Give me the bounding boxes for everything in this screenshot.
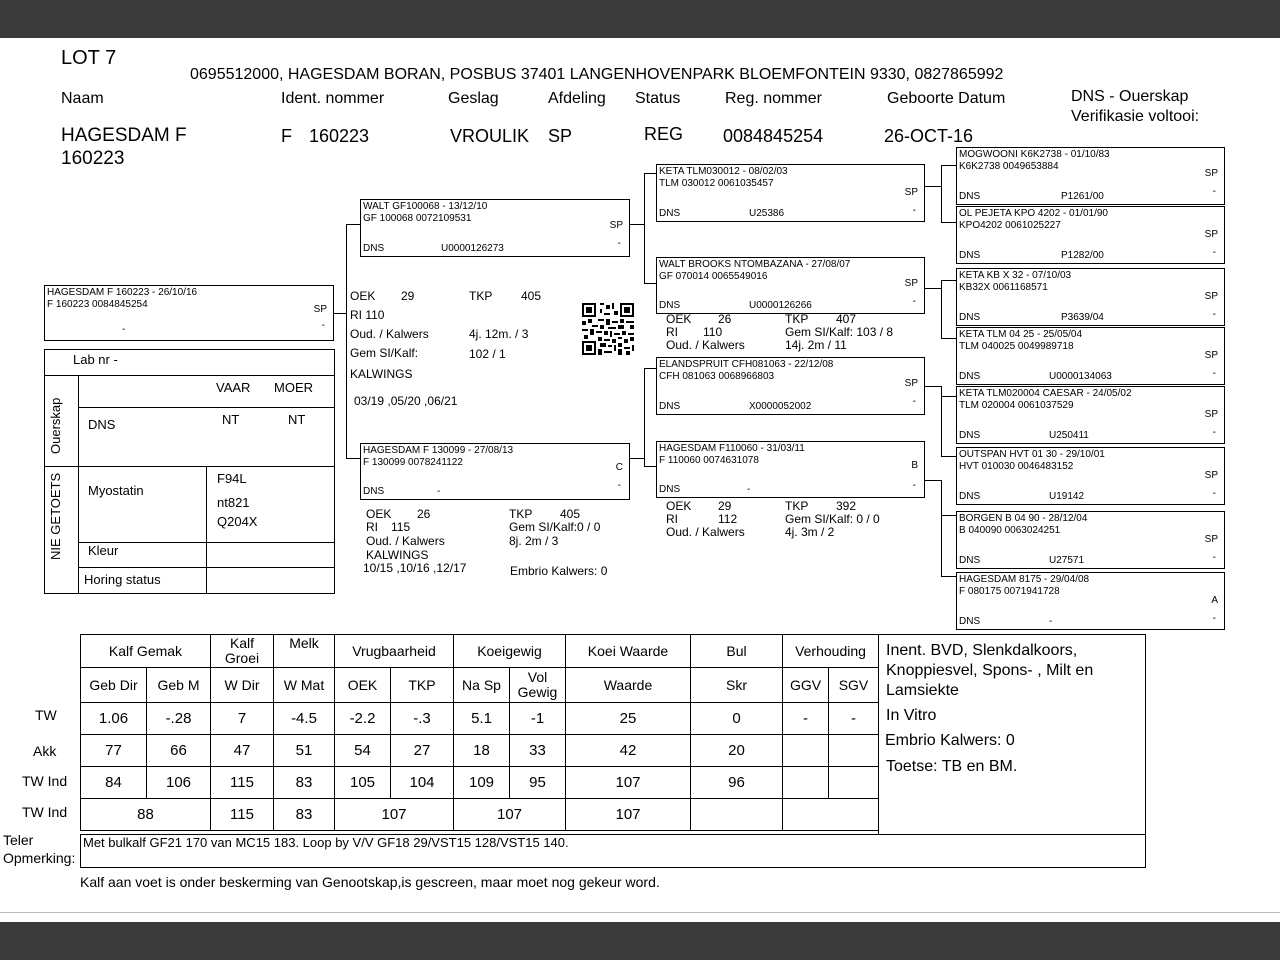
great-3-dns: DNS (959, 312, 981, 323)
col-tkp: TKP (391, 668, 454, 703)
pedigree-dam-box (360, 443, 630, 500)
gd2-oud-value: 4j. 3m / 2 (785, 525, 835, 539)
tw-cell: - (829, 703, 879, 735)
grand-1-code: U25386 (749, 208, 785, 219)
note-inent: Inent. BVD, Slenkdalkoors, (886, 642, 1078, 659)
gd2-tkp-value: 392 (836, 499, 857, 513)
grand-2-dns: DNS (659, 300, 681, 311)
group-kalf-groei-line2: Groei (224, 650, 260, 666)
gd1-tkp-label: TKP (785, 312, 809, 326)
header-ident: Ident. nommer (281, 90, 385, 107)
lot-number: LOT 7 (61, 47, 117, 69)
grand-3-ident: CFH 081063 0068966803 (659, 371, 775, 382)
dam-oek-value: 26 (417, 507, 431, 521)
twind-cell: 84 (81, 767, 147, 799)
great-6-code: U19142 (1049, 491, 1085, 502)
gd1-ri-label: RI (666, 325, 678, 339)
note-embrio-kalwers: Embrio Kalwers: 0 (885, 732, 1015, 749)
akk-cell: 33 (510, 735, 566, 767)
dam-title: HAGESDAM F 130099 - 27/08/13 (363, 445, 514, 456)
header-geslag: Geslag (448, 90, 499, 107)
lab-nr: Lab nr - (73, 352, 118, 367)
row-label-tw-ind-2: TW Ind (22, 804, 68, 820)
pedigree-granddam-paternal-box (656, 257, 925, 314)
myostatin-q204x: Q204X (217, 514, 258, 529)
great-2-ident: KPO4202 0061025227 (959, 220, 1061, 231)
dam-kalwings-label: KALWINGS (366, 548, 429, 562)
twind2-koeigewig: 107 (454, 799, 566, 831)
great-7-ident: B 040090 0063024251 (959, 525, 1061, 536)
gd2-tkp-label: TKP (785, 499, 809, 513)
grand-4-title: HAGESDAM F110060 - 31/03/11 (659, 443, 805, 454)
pedigree-granddam-maternal-box (656, 441, 925, 498)
tw-cell: -.3 (391, 703, 454, 735)
grand-2-code: U0000126266 (749, 300, 812, 311)
dam-dash: - (617, 480, 621, 491)
grand-1-section: SP (904, 187, 918, 198)
sire-tkp-value: 405 (521, 289, 542, 303)
twind-cell: 115 (211, 767, 274, 799)
self-ident: F 160223 0084845254 (47, 299, 148, 310)
sire-tkp-label: TKP (469, 289, 493, 303)
self-title: HAGESDAM F 160223 - 26/10/16 (47, 287, 198, 298)
grand-2-dash: - (912, 296, 916, 307)
self-dash-2: - (122, 324, 126, 335)
remarks-box (80, 834, 1146, 868)
twind2-verhouding (783, 799, 879, 831)
great-4-code: U0000134063 (1049, 371, 1112, 382)
ebv-table (80, 634, 879, 831)
gd2-oek-label: OEK (666, 499, 692, 513)
notes-panel (878, 634, 1146, 835)
gd1-oek-value: 26 (718, 312, 732, 326)
header-dns-verifikasie: Verifikasie voltooi: (1071, 108, 1200, 125)
pedigree-grandsire-maternal-box (656, 357, 925, 415)
tw-cell: -1 (510, 703, 566, 735)
grand-4-ident: F 110060 0074631078 (659, 455, 759, 466)
sire-kalwings-value: 03/19 ,05/20 ,06/21 (354, 394, 458, 408)
note-in-vitro: In Vitro (886, 707, 937, 724)
tw-cell: 7 (211, 703, 274, 735)
header-dns-ouerskap: DNS - Ouerskap (1071, 88, 1189, 105)
tw-cell: 0 (691, 703, 783, 735)
great-4-title: KETA TLM 04 25 - 25/05/04 (959, 329, 1083, 340)
gd2-gem: Gem SI/Kalf: 0 / 0 (785, 512, 880, 526)
great-grandparent-box-2 (956, 206, 1225, 264)
note-toetse: Toetse: TB en BM. (886, 758, 1018, 775)
dam-tkp-label: TKP (509, 507, 533, 521)
great-3-title: KETA KB X 32 - 07/10/03 (959, 270, 1072, 281)
great-4-section: SP (1204, 350, 1218, 361)
great-grandparent-box-3 (956, 268, 1225, 326)
great-1-ident: K6K2738 0049653884 (959, 161, 1059, 172)
group-melk: Melk (274, 635, 335, 668)
gd2-ri-value: 112 (718, 512, 738, 526)
animal-geslag: VROULIK (450, 126, 530, 146)
twind2-w-mat: 83 (274, 799, 335, 831)
great-3-ident: KB32X 0061168571 (959, 282, 1048, 293)
dam-ident: F 130099 0078241122 (363, 457, 463, 468)
akk-cell: 54 (335, 735, 391, 767)
twind-cell: 106 (147, 767, 211, 799)
genetoets-label: NIE GETOETS (48, 472, 63, 560)
grand-1-dns: DNS (659, 208, 681, 219)
akk-cell: 51 (274, 735, 335, 767)
twind-cell: 105 (335, 767, 391, 799)
sire-dash: - (617, 238, 621, 249)
vaar-label: VAAR (216, 380, 251, 395)
row-label-tw-ind: TW Ind (22, 773, 68, 789)
grand-1-title: KETA TLM030012 - 08/02/03 (659, 166, 788, 177)
kleur-label: Kleur (88, 543, 119, 558)
col-sgv: SGV (829, 668, 879, 703)
header-afdeling: Afdeling (548, 90, 606, 107)
twind2-skr (691, 799, 783, 831)
akk-cell (783, 735, 829, 767)
dam-tkp-value: 405 (560, 507, 581, 521)
akk-cell (829, 735, 879, 767)
dam-section: C (615, 462, 623, 473)
great-6-ident: HVT 010030 0046483152 (959, 461, 1074, 472)
row-tw (81, 703, 879, 735)
twind2-w-dir: 115 (211, 799, 274, 831)
tw-cell: 25 (566, 703, 691, 735)
col-vol-gewig-line2: Gewig (517, 684, 558, 700)
col-oek: OEK (335, 668, 391, 703)
twind2-waarde: 107 (566, 799, 691, 831)
gd1-oud-label: Oud. / Kalwers (666, 338, 745, 352)
great-8-code: - (1049, 616, 1053, 627)
group-bul: Bul (691, 635, 783, 668)
col-geb-dir: Geb Dir (81, 668, 147, 703)
akk-cell: 18 (454, 735, 510, 767)
great-4-dns: DNS (959, 371, 981, 382)
great-1-title: MOGWOONI K6K2738 - 01/10/83 (959, 149, 1110, 160)
sire-oek-label: OEK (350, 289, 376, 303)
great-1-dns: DNS (959, 191, 981, 202)
great-7-dash: - (1212, 552, 1216, 563)
grand-3-title: ELANDSPRUIT CFH081063 - 22/12/08 (659, 359, 834, 370)
myostatin-nt821: nt821 (217, 495, 250, 510)
header-naam: Naam (61, 90, 104, 107)
animal-afdeling: SP (548, 126, 573, 146)
akk-cell: 20 (691, 735, 783, 767)
grand-2-ident: GF 070014 0065549016 (659, 271, 768, 282)
twind-cell: 95 (510, 767, 566, 799)
animal-geboorte: 26-OCT-16 (884, 126, 974, 146)
dam-gem: Gem SI/Kalf:0 / 0 (509, 520, 601, 534)
note-lamsiekte: Lamsiekte (886, 682, 959, 699)
great-5-ident: TLM 020004 0061037529 (959, 400, 1074, 411)
remarks-label-opmerking: Opmerking: (3, 850, 76, 866)
tw-cell: -.28 (147, 703, 211, 735)
great-7-dns: DNS (959, 555, 981, 566)
myostatin-f94l: F94L (217, 471, 247, 486)
group-kalf-groei (211, 635, 274, 668)
great-1-code: P1261/00 (1061, 191, 1104, 202)
tw-cell: 5.1 (454, 703, 510, 735)
grand-3-dns: DNS (659, 401, 681, 412)
dam-ri-label: RI (366, 520, 378, 534)
self-dash-1: - (321, 320, 325, 331)
sire-oud-value: 4j. 12m. / 3 (469, 327, 529, 341)
great-5-title: KETA TLM020004 CAESAR - 24/05/02 (959, 388, 1132, 399)
grand-2-title: WALT BROOKS NTOMBAZANA - 27/08/07 (659, 259, 851, 270)
sire-dns-code: U0000126273 (441, 243, 504, 254)
myostatin-label: Myostatin (88, 483, 144, 498)
animal-ident-prefix: F (281, 126, 292, 146)
qr-code (582, 303, 634, 355)
sire-gem-label: Gem SI/Kalf: (350, 346, 419, 360)
row-akk (81, 735, 879, 767)
great-5-dash: - (1212, 427, 1216, 438)
note-knoppiesvel: Knoppiesvel, Spons- , Milt en (886, 662, 1094, 679)
sire-ident: GF 100068 0072109531 (363, 213, 472, 224)
dam-oud-value: 8j. 2m / 3 (509, 534, 559, 548)
great-grandparent-box-5 (956, 386, 1225, 444)
tw-cell: - (783, 703, 829, 735)
great-6-title: OUTSPAN HVT 01 30 - 29/10/01 (959, 449, 1105, 460)
divider (0, 912, 1280, 913)
grand-3-section: SP (904, 378, 918, 389)
great-2-code: P1282/00 (1061, 250, 1104, 261)
animal-reg: 0084845254 (723, 126, 824, 146)
dam-dns-code: - (437, 486, 441, 497)
tw-cell: 1.06 (81, 703, 147, 735)
twind-cell: 104 (391, 767, 454, 799)
dns-label: DNS (88, 417, 116, 432)
grand-4-code: - (747, 484, 751, 495)
lab-info-box (44, 349, 335, 594)
row-tw-ind (81, 767, 879, 799)
great-grandparent-box-1 (956, 147, 1225, 205)
col-geb-m: Geb M (147, 668, 211, 703)
dam-embrio: Embrio Kalwers: 0 (510, 564, 608, 578)
great-2-title: OL PEJETA KPO 4202 - 01/01/90 (959, 208, 1108, 219)
ouerskap-label: Ouerskap (48, 397, 63, 454)
group-verhouding: Verhouding (783, 635, 879, 668)
header-status: Status (635, 90, 681, 107)
great-4-ident: TLM 040025 0049989718 (959, 341, 1074, 352)
twind2-vrugbaarheid: 107 (335, 799, 454, 831)
great-6-section: SP (1204, 470, 1218, 481)
self-section: SP (313, 304, 327, 315)
great-5-section: SP (1204, 409, 1218, 420)
great-7-code: U27571 (1049, 555, 1085, 566)
sire-oek-value: 29 (401, 289, 415, 303)
great-grandparent-box-8 (956, 572, 1225, 630)
grand-1-dash: - (912, 205, 916, 216)
pedigree-self-box (44, 285, 334, 341)
tw-cell: -4.5 (274, 703, 335, 735)
great-7-section: SP (1204, 534, 1218, 545)
tw-cell: -2.2 (335, 703, 391, 735)
dns-moer: NT (288, 412, 306, 427)
col-waarde: Waarde (566, 668, 691, 703)
pedigree-grandsire-paternal-box (656, 164, 925, 222)
great-8-dash: - (1212, 613, 1216, 624)
col-vol-gewig-line1: Vol (527, 669, 548, 685)
group-koeigewig: Koeigewig (454, 635, 566, 668)
sire-title: WALT GF100068 - 13/12/10 (363, 201, 488, 212)
twind-cell (783, 767, 829, 799)
gd1-oud-value: 14j. 2m / 11 (785, 338, 847, 352)
moer-label: MOER (274, 380, 313, 395)
animal-status: REG (644, 124, 684, 144)
great-1-dash: - (1212, 186, 1216, 197)
twind-cell (829, 767, 879, 799)
great-4-dash: - (1212, 368, 1216, 379)
header-geboorte: Geboorte Datum (887, 90, 1006, 107)
group-kalf-groei-line1: Kalf (229, 635, 255, 651)
col-w-mat: W Mat (274, 668, 335, 703)
great-8-title: HAGESDAM 8175 - 29/04/08 (959, 574, 1090, 585)
sire-gem-value: 102 / 1 (469, 347, 506, 361)
remarks-label-teler: Teler (3, 832, 34, 848)
group-vrugbaarheid: Vrugbaarheid (335, 635, 454, 668)
twind-cell: 107 (566, 767, 691, 799)
great-6-dns: DNS (959, 491, 981, 502)
horing-status-label: Horing status (84, 572, 161, 587)
grand-3-dash: - (912, 396, 916, 407)
great-3-section: SP (1204, 291, 1218, 302)
sire-dns: DNS (363, 243, 385, 254)
great-8-section: A (1211, 595, 1218, 606)
row-label-tw: TW (35, 707, 57, 723)
dam-oud-label: Oud. / Kalwers (366, 534, 445, 548)
akk-cell: 42 (566, 735, 691, 767)
row-tw-ind-combined (81, 799, 879, 831)
col-w-dir: W Dir (211, 668, 274, 703)
dns-vaar: NT (222, 412, 240, 427)
col-ggv: GGV (783, 668, 829, 703)
breeder-line: 0695512000, HAGESDAM BORAN, POSBUS 37401 LANGENHOVENPARK BLOEMFONTEIN 9330, 0827865992 (190, 66, 1004, 83)
akk-cell: 66 (147, 735, 211, 767)
grand-4-dns: DNS (659, 484, 681, 495)
col-skr: Skr (691, 668, 783, 703)
twind2-kalf-gemak: 88 (81, 799, 211, 831)
grand-2-section: SP (904, 278, 918, 289)
animal-name-2: 160223 (61, 148, 125, 169)
dam-kalwings-value: 10/15 ,10/16 ,12/17 (363, 561, 467, 575)
gd2-oud-label: Oud. / Kalwers (666, 525, 745, 539)
pedigree-sire-box (360, 199, 630, 257)
animal-ident: 160223 (309, 126, 370, 146)
sire-kalwings-label: KALWINGS (350, 367, 413, 381)
great-6-dash: - (1212, 488, 1216, 499)
great-2-section: SP (1204, 229, 1218, 240)
twind-cell: 96 (691, 767, 783, 799)
top-bar (0, 0, 1280, 38)
great-8-ident: F 080175 0071941728 (959, 586, 1060, 597)
group-kalf-gemak: Kalf Gemak (81, 635, 211, 668)
gd1-ri-value: 110 (703, 325, 723, 339)
animal-name: HAGESDAM F (61, 125, 187, 146)
gd2-oek-value: 29 (718, 499, 732, 513)
great-grandparent-box-7 (956, 511, 1225, 569)
footer-note: Kalf aan voet is onder beskerming van Genootskap,is gescreen, maar moet nog gekeur word. (80, 874, 660, 890)
dam-ri-value: 115 (391, 520, 411, 534)
gd2-ri-label: RI (666, 512, 678, 526)
great-2-dash: - (1212, 247, 1216, 258)
gd1-oek-label: OEK (666, 312, 692, 326)
row-label-akk: Akk (33, 743, 57, 759)
great-7-title: BORGEN B 04 90 - 28/12/04 (959, 513, 1088, 524)
great-1-section: SP (1204, 168, 1218, 179)
grand-3-code: X0000052002 (749, 401, 812, 412)
great-3-dash: - (1212, 309, 1216, 320)
akk-cell: 47 (211, 735, 274, 767)
gd1-tkp-value: 407 (836, 312, 857, 326)
sire-ri: RI 110 (350, 308, 385, 322)
great-grandparent-box-6 (956, 447, 1225, 505)
twind-cell: 83 (274, 767, 335, 799)
akk-cell: 77 (81, 735, 147, 767)
header-reg: Reg. nommer (725, 90, 822, 107)
dam-oek-label: OEK (366, 507, 392, 521)
twind-cell: 109 (454, 767, 510, 799)
grand-4-dash: - (912, 480, 916, 491)
group-koei-waarde: Koei Waarde (566, 635, 691, 668)
sire-oud-label: Oud. / Kalwers (350, 327, 429, 341)
col-na-sp: Na Sp (454, 668, 510, 703)
gd1-gem: Gem SI/Kalf: 103 / 8 (785, 325, 894, 339)
great-3-code: P3639/04 (1061, 312, 1104, 323)
great-grandparent-box-4 (956, 327, 1225, 385)
great-5-dns: DNS (959, 430, 981, 441)
akk-cell: 27 (391, 735, 454, 767)
great-5-code: U250411 (1049, 430, 1089, 441)
sire-section: SP (609, 220, 623, 231)
grand-4-section: B (911, 460, 918, 471)
remarks-text: Met bulkalf GF21 170 van MC15 183. Loop by V/V GF18 29/VST15 128/VST15 140. (83, 835, 569, 850)
great-2-dns: DNS (959, 250, 981, 261)
bottom-bar (0, 922, 1280, 960)
col-vol-gewig (510, 668, 566, 703)
great-8-dns: DNS (959, 616, 981, 627)
dam-dns: DNS (363, 486, 385, 497)
grand-1-ident: TLM 030012 0061035457 (659, 178, 774, 189)
